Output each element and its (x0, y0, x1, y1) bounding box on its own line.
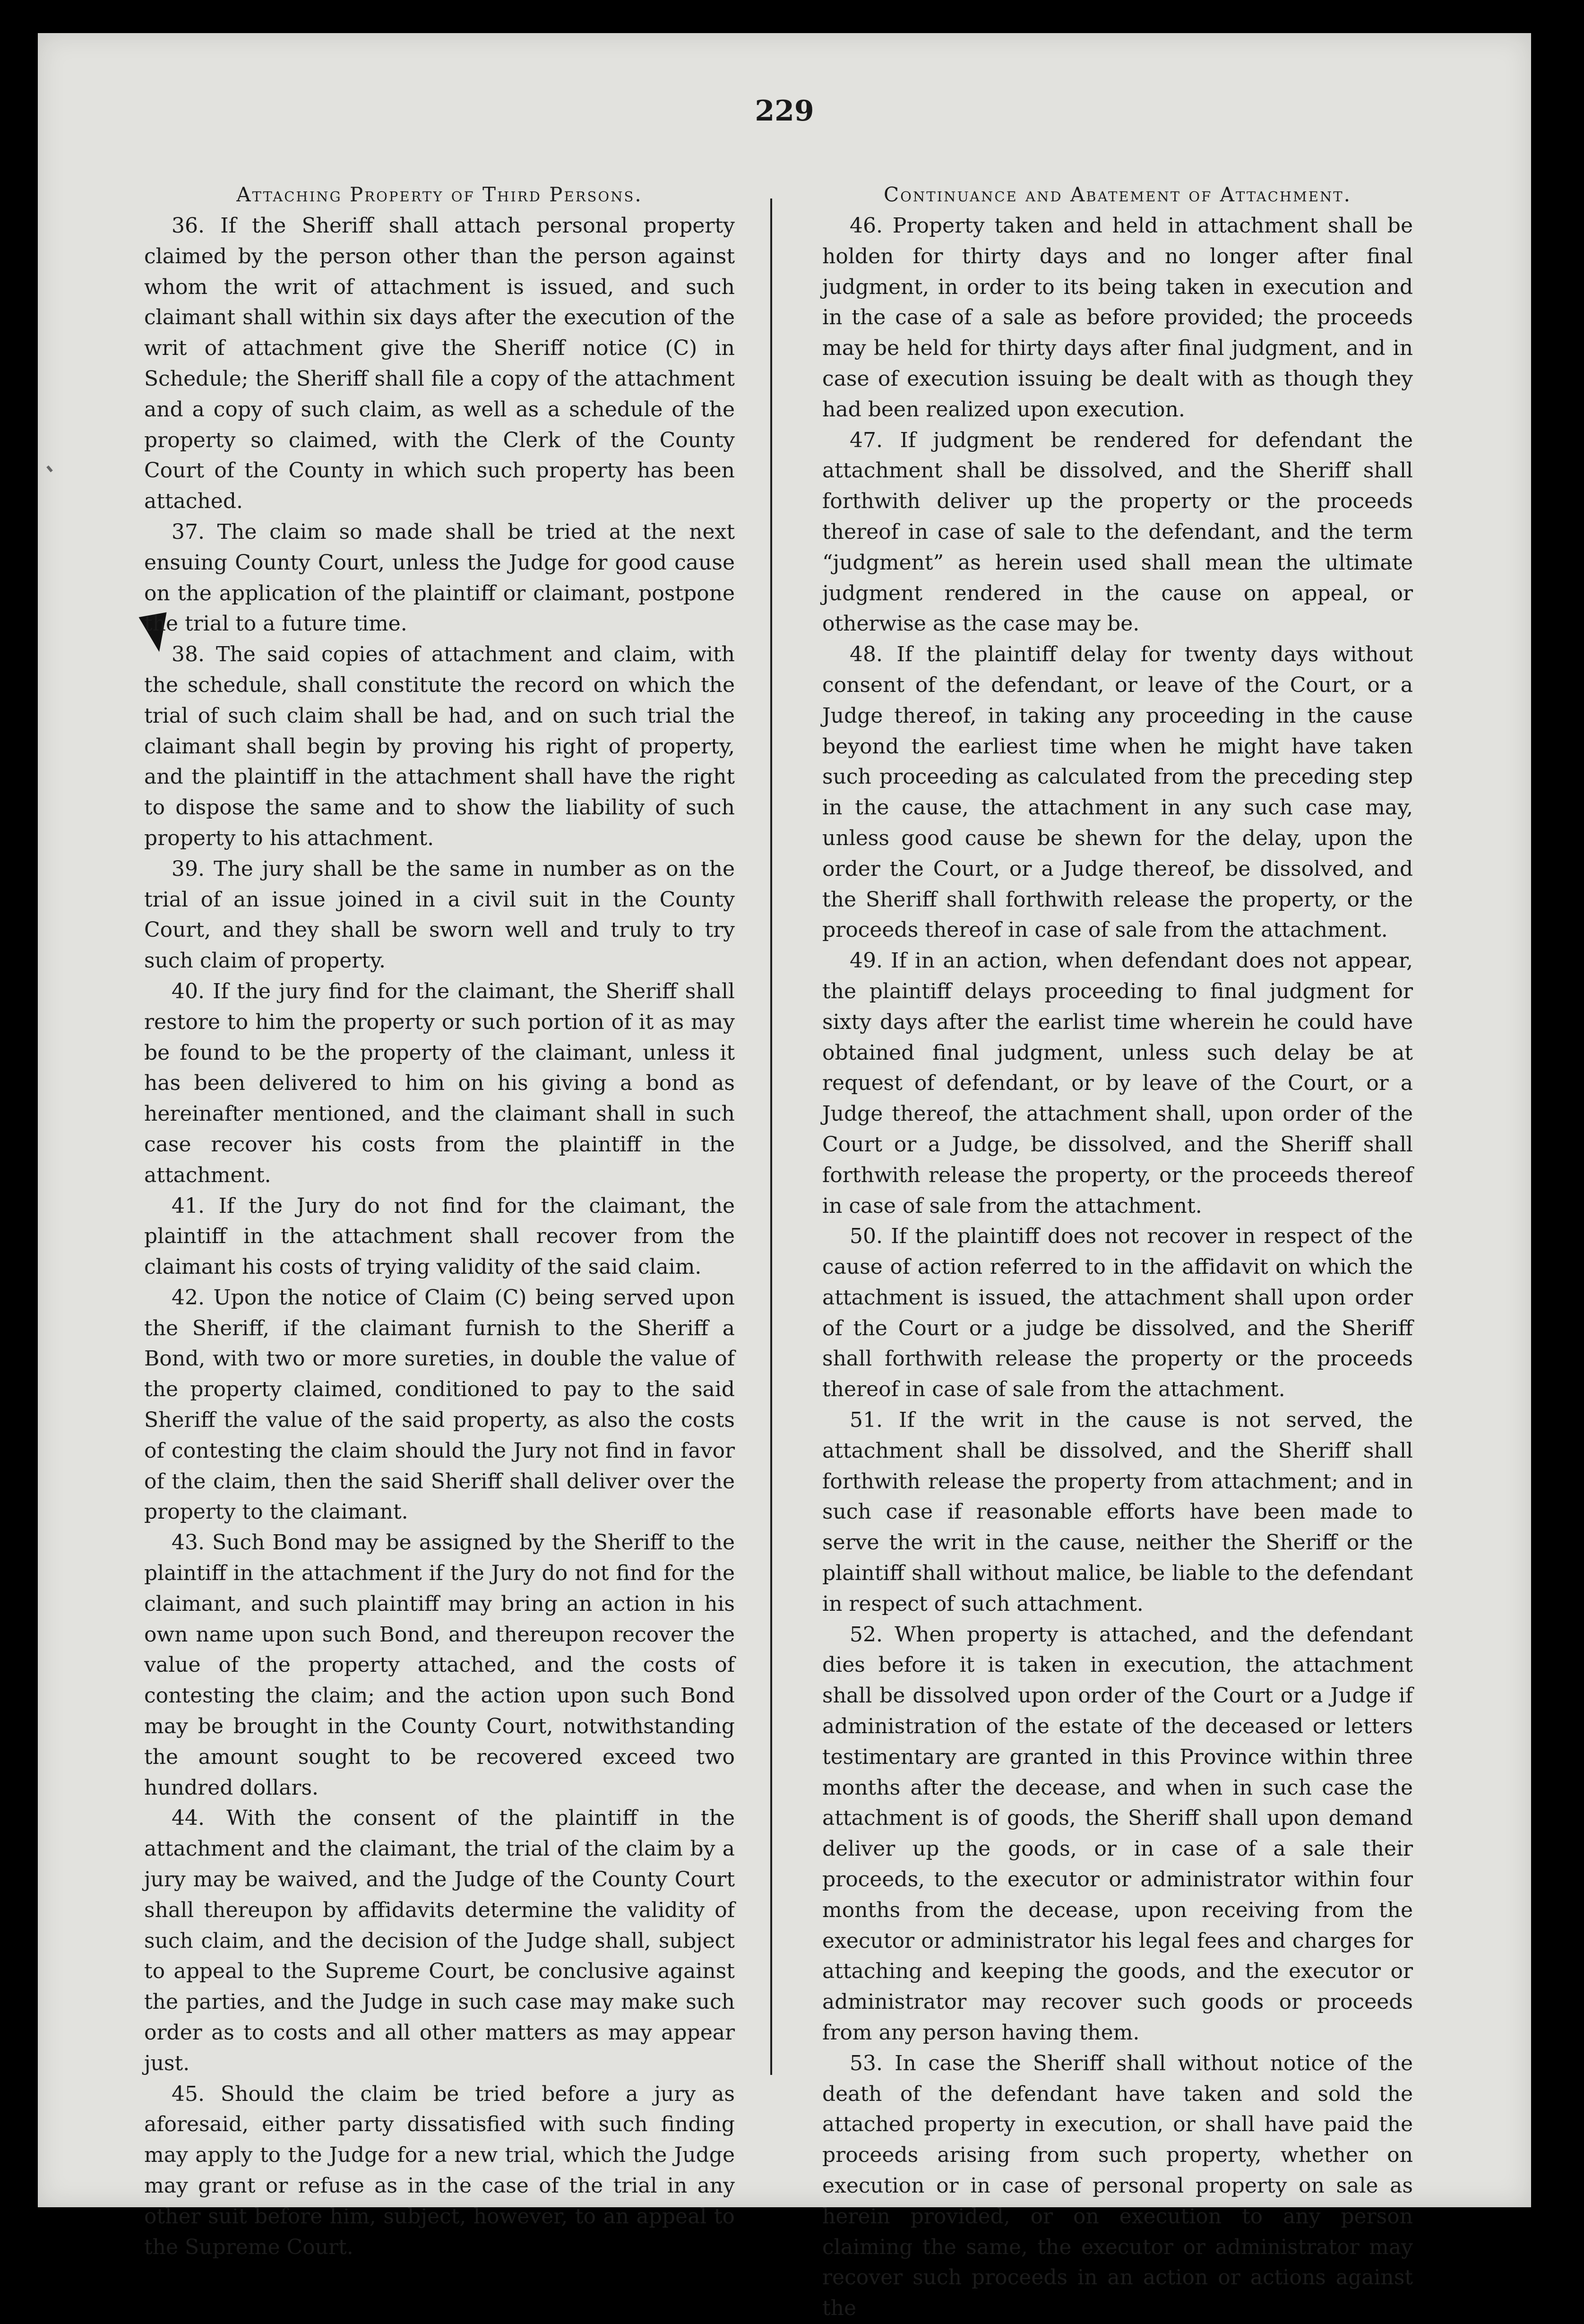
paragraph-42: 42. Upon the notice of Claim (C) being served upon the Sheriff, if the claimant furnish to the Sheriff a Bond, with two or more sureties, in double the value of the property claimed, conditioned to pay to the said Sheriff the value of the said property, as also the costs of contesting the claim should the Jury not find in favor of the claim, then the said Sheriff shall deliver over the property to the claimant. (144, 1285, 735, 1524)
paragraph-48: 48. If the plaintiff delay for twenty days without consent of the defendant, or leave of the Court, or a Judge thereof, in taking any proceeding in the cause beyond the earliest time when he might have taken such proceeding as calculated from the preceding step in the cause, the attachment in any such case may, unless good cause be shewn for the delay, upon the order the Court, or a Judge thereof, be dissolved, and the Sheriff shall forthwith release the property, or the proceeds thereof in case of sale from the attachment. (822, 642, 1413, 942)
paragraph-47: 47. If judgment be rendered for defendant the attachment shall be dissolved, and the Sheriff shall forthwith deliver up the property or the proceeds thereof in case of sale to the defendant, and the term “judgment” as herein used shall mean the ultimate judgment rendered in the cause on appeal, or otherwise as the case may be. (822, 428, 1413, 636)
paragraph-40: 40. If the jury find for the claimant, the Sheriff shall restore to him the property or such portion of it as may be found to be the property of the claimant, unless it has been delivered to him on his giving a bond as hereinafter mentioned, and the claimant shall in such case recover his costs from the plaintiff in the attachment. (144, 979, 735, 1187)
section-heading: Continuance and Abatement of Attachment. (884, 183, 1352, 206)
paragraph-37: 37. The claim so made shall be tried at the next ensuing County Court, unless the Judge for good cause on the application of the plaintiff or claimant, postpone the trial to a future time. (144, 519, 735, 636)
left-column (144, 180, 735, 2263)
paragraph-43: 43. Such Bond may be assigned by the Sheriff to the plaintiff in the attachment if the Jury do not find for the claimant, and such plaintiff may bring an action in his own name upon such Bond, and thereupon recover the value of the property attached, and the costs of contesting the claim; and the action upon such Bond may be brought in the County Court, notwithstanding the amount sought to be recovered exceed two hundred dollars. (144, 1530, 735, 1800)
paragraph-41: 41. If the Jury do not find for the claimant, the plaintiff in the attachment shall recover from the claimant his costs of trying validity of the said claim. (144, 1193, 735, 1279)
column-divider (770, 199, 772, 2075)
paragraph-51: 51. If the writ in the cause is not served, the attachment shall be dissolved, and the Sheriff shall forthwith release the property from attachment; and in such case if reasonable efforts have been made to serve the writ in the cause, neither the Sheriff or the plaintiff shall without malice, be liable to the defendant in respect of such attachment. (822, 1408, 1413, 1616)
right-column (822, 180, 1413, 2324)
paragraph-46: 46. Property taken and held in attachment shall be holden for thirty days and no longer after final judgment, in order to its being taken in execution and in the case of a sale as before provided; the proceeds may be held for thirty days after final judgment, and in case of execution issuing be dealt with as though they had been realized upon execution. (822, 214, 1413, 422)
section-heading: Attaching Property of Third Persons. (236, 183, 643, 206)
paragraph-36: 36. If the Sheriff shall attach personal property claimed by the person other than the person against whom the writ of attachment is issued, and such claimant shall within six days after the execution of the writ of attachment give the Sheriff notice (C) in Schedule; the Sheriff shall file a copy of the attachment and a copy of such claim, as well as a schedule of the property so claimed, with the Clerk of the County Court of the County in which such property has been attached. (144, 214, 735, 514)
paragraph-45: 45. Should the claim be tried before a jury as aforesaid, either party dissatisfied with such finding may apply to the Judge for a new trial, which the Judge may grant or refuse as in the case of the trial in any other suit before him, subject, however, to an appeal to the Supreme Court. (144, 2082, 735, 2259)
paragraph-50: 50. If the plaintiff does not recover in respect of the cause of action referred to in the affidavit on which the attachment is issued, the attachment shall upon order of the Court or a judge be dissolved, and the Sheriff shall forthwith release the property or the proceeds thereof in case of sale from the attachment. (822, 1224, 1413, 1402)
paragraph-38: 38. The said copies of attachment and claim, with the schedule, shall constitute the record on which the trial of such claim shall be had, and on such trial the claimant shall begin by proving his right of property, and the plaintiff in the attachment shall have the right to dispose the same and to show the liability of such property to his attachment. (144, 642, 735, 850)
paragraph-49: 49. If in an action, when defendant does not appear, the plaintiff delays proceeding to final judgment for sixty days after the earlist time wherein he could have obtained final judgment, unless such delay be at request of defendant, or by leave of the Court, or a Judge thereof, the attachment shall, upon order of the Court or a Judge, be dissolved, and the Sheriff shall forthwith release the property, or the proceeds thereof in case of sale from the attachment. (822, 949, 1413, 1218)
paragraph-39: 39. The jury shall be the same in number as on the trial of an issue joined in a civil suit in the County Court, and they shall be sworn well and truly to try such claim of property. (144, 856, 735, 973)
paragraph-53: 53. In case the Sheriff shall without notice of the death of the defendant have taken and sold the attached property in execution, or shall have paid the proceeds arising from such property, whether on execution or in case of personal property on sale as herein provided, or on execution to any person claiming the same, the executor or administrator may recover such proceeds in an action or actions against the (822, 2051, 1413, 2321)
page-number: 229 (755, 95, 814, 128)
paragraph-52: 52. When property is attached, and the defendant dies before it is taken in execution, the attachment shall be dissolved upon order of the Court or a Judge if administration of the estate of the deceased or letters testimentary are granted in this Province within three months after the decease, and when in such case the attachment is of goods, the Sheriff shall upon demand deliver up the goods, or in case of a sale their proceeds, to the executor or administrator within four months from the decease, upon receiving from the executor or administrator his legal fees and charges for attaching and keeping the goods, and the executor or administrator may recover such goods or proceeds from any person having them. (822, 1622, 1413, 2045)
paragraph-44: 44. With the consent of the plaintiff in the attachment and the claimant, the trial of the claim by a jury may be waived, and the Judge of the County Court shall thereupon by affidavits determine the validity of such claim, and the decision of the Judge shall, subject to appeal to the Supreme Court, be conclusive against the parties, and the Judge in such case may make such order as to costs and all other matters as may appear just. (144, 1806, 735, 2075)
